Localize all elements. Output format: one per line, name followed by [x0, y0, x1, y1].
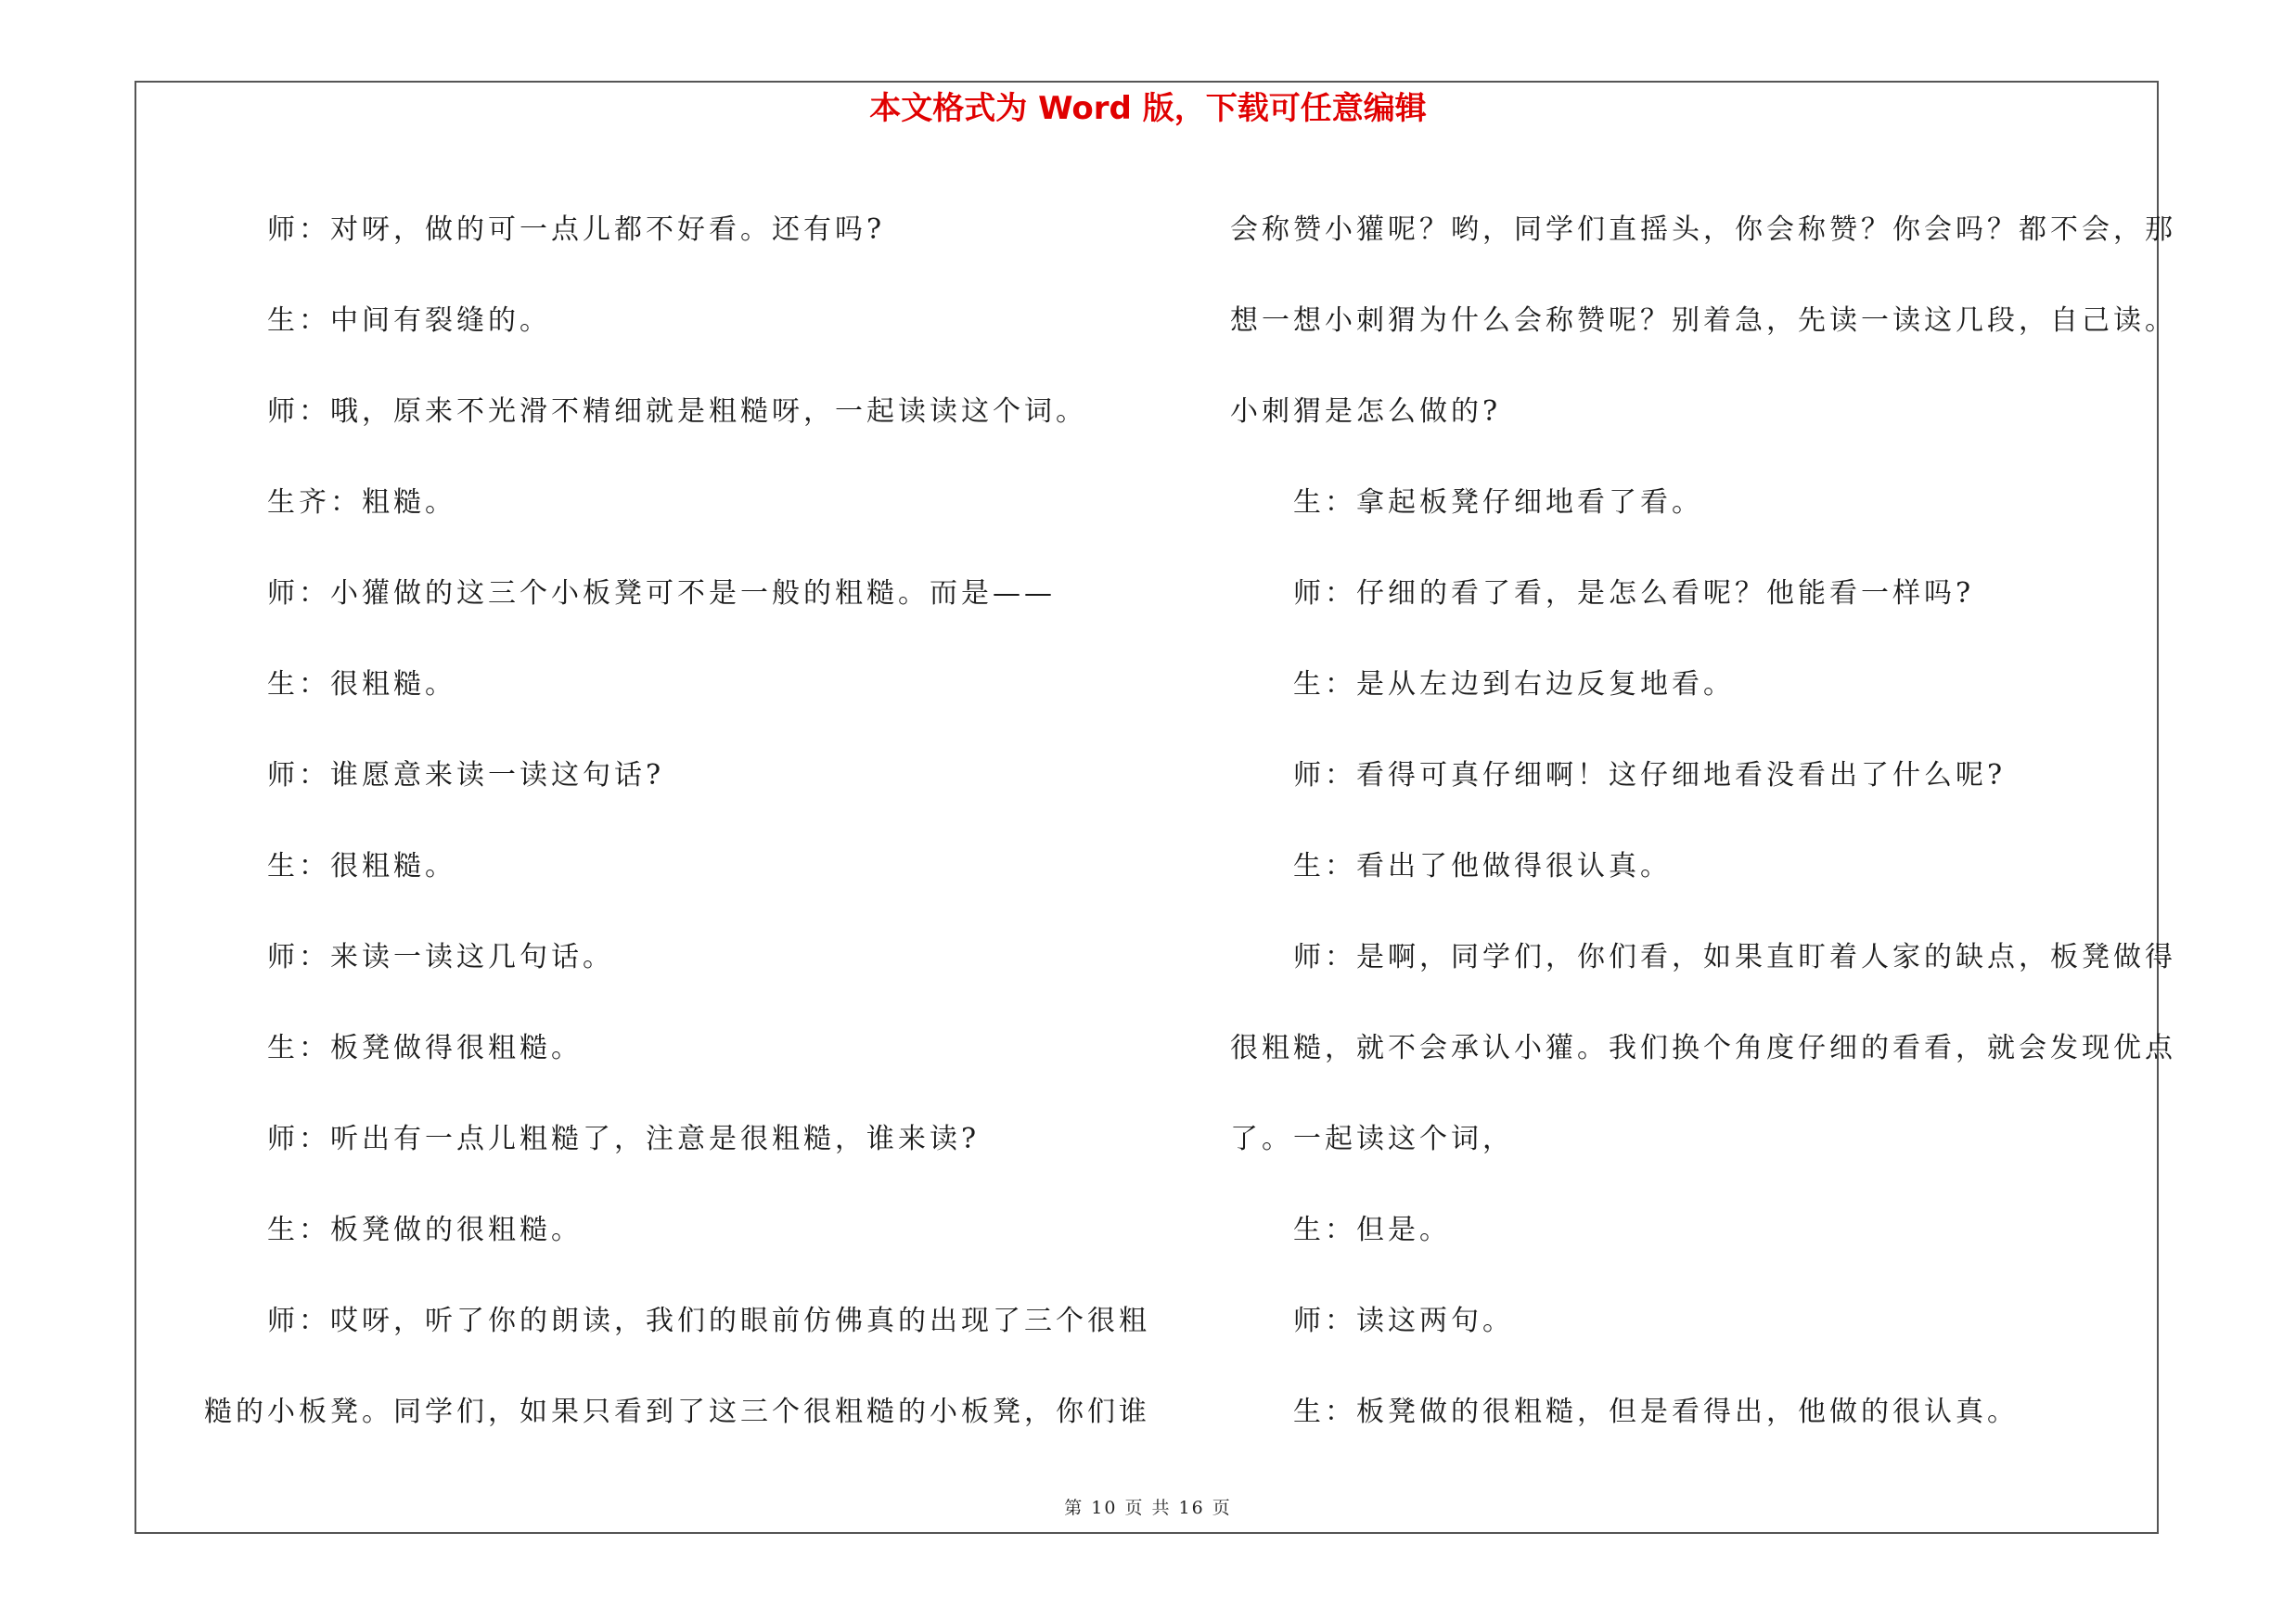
text-line: 师：对呀，做的可一点儿都不好看。还有吗?	[267, 213, 886, 246]
text-line: 想一想小刺猬为什么会称赞呢？别着急，先读一读这几段，自己读。	[1230, 304, 2176, 337]
right-text-column	[1230, 185, 2176, 1458]
text-line: 师：看得可真仔细啊！这仔细地看没看出了什么呢?	[1293, 759, 2007, 792]
text-line: 生齐：粗糙。	[267, 486, 456, 519]
text-line: 会称赞小獾呢？哟，同学们直摇头，你会称赞？你会吗？都不会，那	[1230, 213, 2176, 246]
text-line: 生：是从左边到右边反复地看。	[1293, 668, 1735, 701]
text-line: 生：板凳做得很粗糙。	[267, 1032, 583, 1064]
text-line: 师：小獾做的这三个小板凳可不是一般的粗糙。而是——	[267, 577, 1056, 610]
text-line: 生：很粗糙。	[267, 668, 456, 701]
format-notice: 本文格式为 Word 版，下载可任意编辑	[869, 90, 1427, 127]
left-text-column	[204, 185, 1150, 1458]
text-line: 生：中间有裂缝的。	[267, 304, 551, 337]
text-line: 师：仔细的看了看，是怎么看呢？他能看一样吗?	[1293, 577, 1975, 610]
text-line: 生：但是。	[1293, 1214, 1451, 1246]
text-line: 糙的小板凳。同学们，如果只看到了这三个很粗糙的小板凳，你们谁	[204, 1396, 1150, 1428]
text-line: 师：谁愿意来读一读这句话?	[267, 759, 665, 792]
text-line: 生：很粗糙。	[267, 850, 456, 882]
text-line: 生：板凳做的很粗糙。	[267, 1214, 583, 1246]
text-line: 生：板凳做的很粗糙，但是看得出，他做的很认真。	[1293, 1396, 2019, 1428]
text-line: 师：读这两句。	[1293, 1305, 1514, 1337]
text-line: 小刺猬是怎么做的?	[1230, 395, 1502, 428]
text-line: 生：拿起板凳仔细地看了看。	[1293, 486, 1703, 519]
text-line: 师：来读一读这几句话。	[267, 941, 614, 973]
text-line: 生：看出了他做得很认真。	[1293, 850, 1672, 882]
page-number-footer: 第 10 页 共 16 页	[1064, 1498, 1232, 1518]
text-line: 师：哎呀，听了你的朗读，我们的眼前仿佛真的出现了三个很粗	[267, 1305, 1150, 1337]
text-line: 师：哦，原来不光滑不精细就是粗糙呀，一起读读这个词。	[267, 395, 1087, 428]
text-line: 师：是啊，同学们，你们看，如果直盯着人家的缺点，板凳做得	[1293, 941, 2176, 973]
text-line: 很粗糙，就不会承认小獾。我们换个角度仔细的看看，就会发现优点	[1230, 1032, 2176, 1064]
text-line: 师：听出有一点儿粗糙了，注意是很粗糙，谁来读?	[267, 1123, 981, 1155]
text-line: 了。一起读这个词，	[1230, 1123, 1514, 1155]
